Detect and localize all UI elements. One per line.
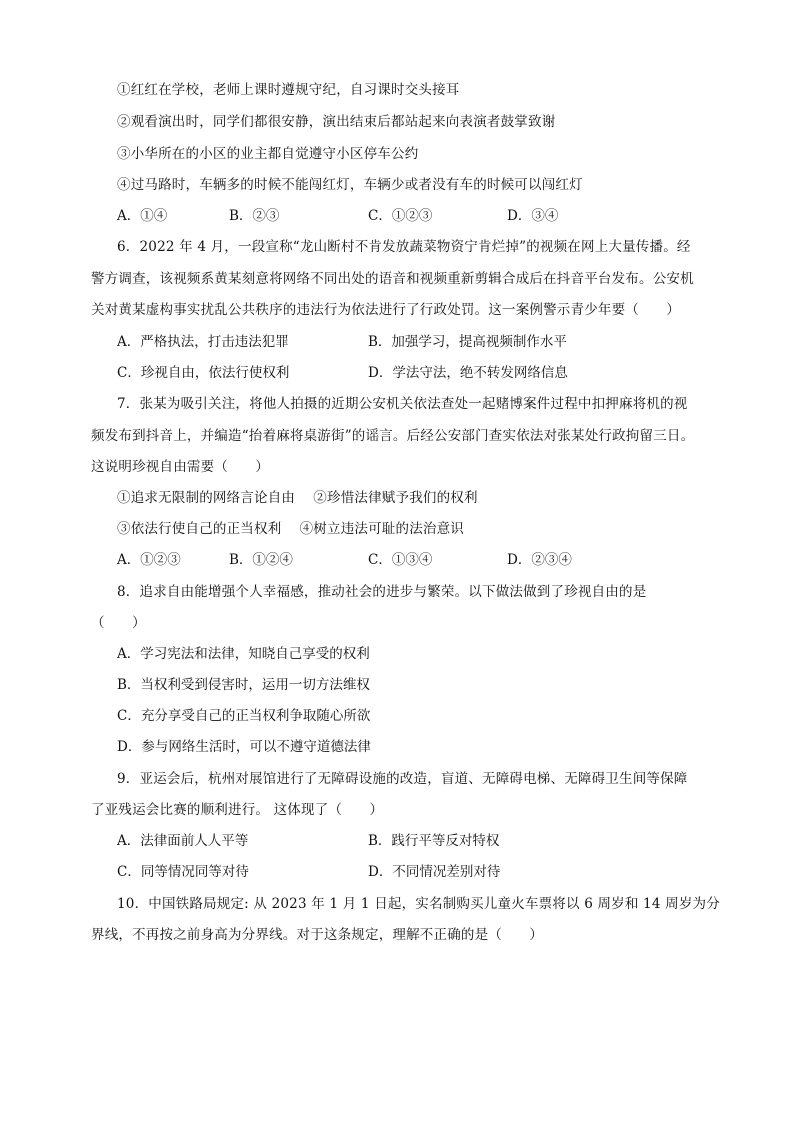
q6-option-a: A．严格执法，打击违法犯罪 — [117, 334, 289, 350]
q9-stem-line-1: 9．亚运会后，杭州对展馆进行了无障碍设施的改造，盲道、无障碍电梯、无障碍卫生间等保障 — [117, 771, 688, 787]
q5-item-3: ③小华所在的小区的业主都自觉遵守小区停车公约 — [117, 146, 419, 162]
q8-option-b: B．当权利受到侵害时，运用一切方法维权 — [117, 677, 370, 693]
q9-option-d: D．不同情况差别对待 — [368, 864, 501, 880]
q8-stem-line-2: （ ） — [91, 615, 146, 631]
q7-items-line-1: ①追求无限制的网络言论自由 ②珍惜法律赋予我们的权利 — [117, 490, 478, 506]
q7-stem-line-2: 频发布到抖音上，并编造“抬着麻将桌游街”的谣言。后经公安部门查实依法对张某处行政拘留三日。 — [91, 428, 695, 444]
q5-item-4: ④过马路时，车辆多的时候不能闯红灯，车辆少或者没有车的时候可以闯红灯 — [117, 177, 583, 193]
q9-option-b: B．践行平等反对特权 — [368, 833, 500, 849]
q6-option-d: D．学法守法，绝不转发网络信息 — [368, 365, 568, 381]
q7-option-a: A．①②③ — [117, 552, 181, 568]
q10-stem-line-2: 界线，不再按之前身高为分界线。对于这条规定，理解不正确的是（ ） — [91, 927, 544, 943]
q7-option-c: C．①③④ — [368, 552, 433, 568]
q7-stem-line-3: 这说明珍视自由需要（ ） — [91, 459, 270, 475]
q6-stem-line-1: 6．2022 年 4 月，一段宣称“龙山断村不肯发放蔬菜物资宁肯烂掉”的视频在网上大量传播。经 — [117, 239, 691, 255]
q6-option-b: B．加强学习，提高视频制作水平 — [368, 334, 567, 350]
q8-option-a: A．学习宪法和法律，知晓自己享受的权利 — [117, 646, 370, 662]
q7-stem-line-1: 7．张某为吸引关注，将他人拍摄的近期公安机关依法查处一起赌博案件过程中扣押麻将机的视 — [117, 396, 688, 412]
q6-option-c: C．珍视自由，依法行使权利 — [117, 365, 290, 381]
q8-option-c: C．充分享受自己的正当权利争取随心所欲 — [117, 708, 371, 724]
q10-stem-line-1: 10．中国铁路局规定: 从 2023 年 1 月 1 日起，实名制购买儿童火车票将以 6 周岁和 14 周岁为分 — [117, 896, 720, 912]
q9-option-c: C．同等情况同等对待 — [117, 864, 249, 880]
q8-option-d: D．参与网络生活时，可以不遵守道德法律 — [117, 739, 371, 755]
q8-stem-line-1: 8．追求自由能增强个人幸福感，推动社会的进步与繁荣。以下做法做到了珍视自由的是 — [117, 584, 647, 600]
q7-items-line-2: ③依法行使自己的正当权利 ④树立违法可耻的法治意识 — [117, 521, 464, 537]
q6-stem-line-2: 警方调查，该视频系黄某刻意将网络不同出处的语音和视频重新剪辑合成后在抖音平台发布。公安机 — [91, 271, 694, 287]
q9-option-a: A．法律面前人人平等 — [117, 833, 249, 849]
q7-option-b: B．①②④ — [229, 552, 293, 568]
q6-stem-line-3: 关对黄某虚构事实扰乱公共秩序的违法行为依法进行了行政处罚。这一案例警示青少年要（ ） — [91, 302, 681, 318]
q9-stem-line-2: 了亚残运会比赛的顺利进行。 这体现了（ ） — [91, 802, 384, 818]
q7-option-d: D．②③④ — [507, 552, 572, 568]
q5-option-c: C．①②③ — [368, 208, 433, 224]
q5-option-d: D．③④ — [507, 208, 559, 224]
q5-item-2: ②观看演出时，同学们都很安静，演出结束后都站起来向表演者鼓掌致谢 — [117, 114, 556, 130]
q5-item-1: ①红红在学校，老师上课时遵规守纪，自习课时交头接耳 — [117, 82, 460, 98]
q5-option-b: B．②③ — [229, 208, 280, 224]
q5-option-a: A．①④ — [117, 208, 168, 224]
